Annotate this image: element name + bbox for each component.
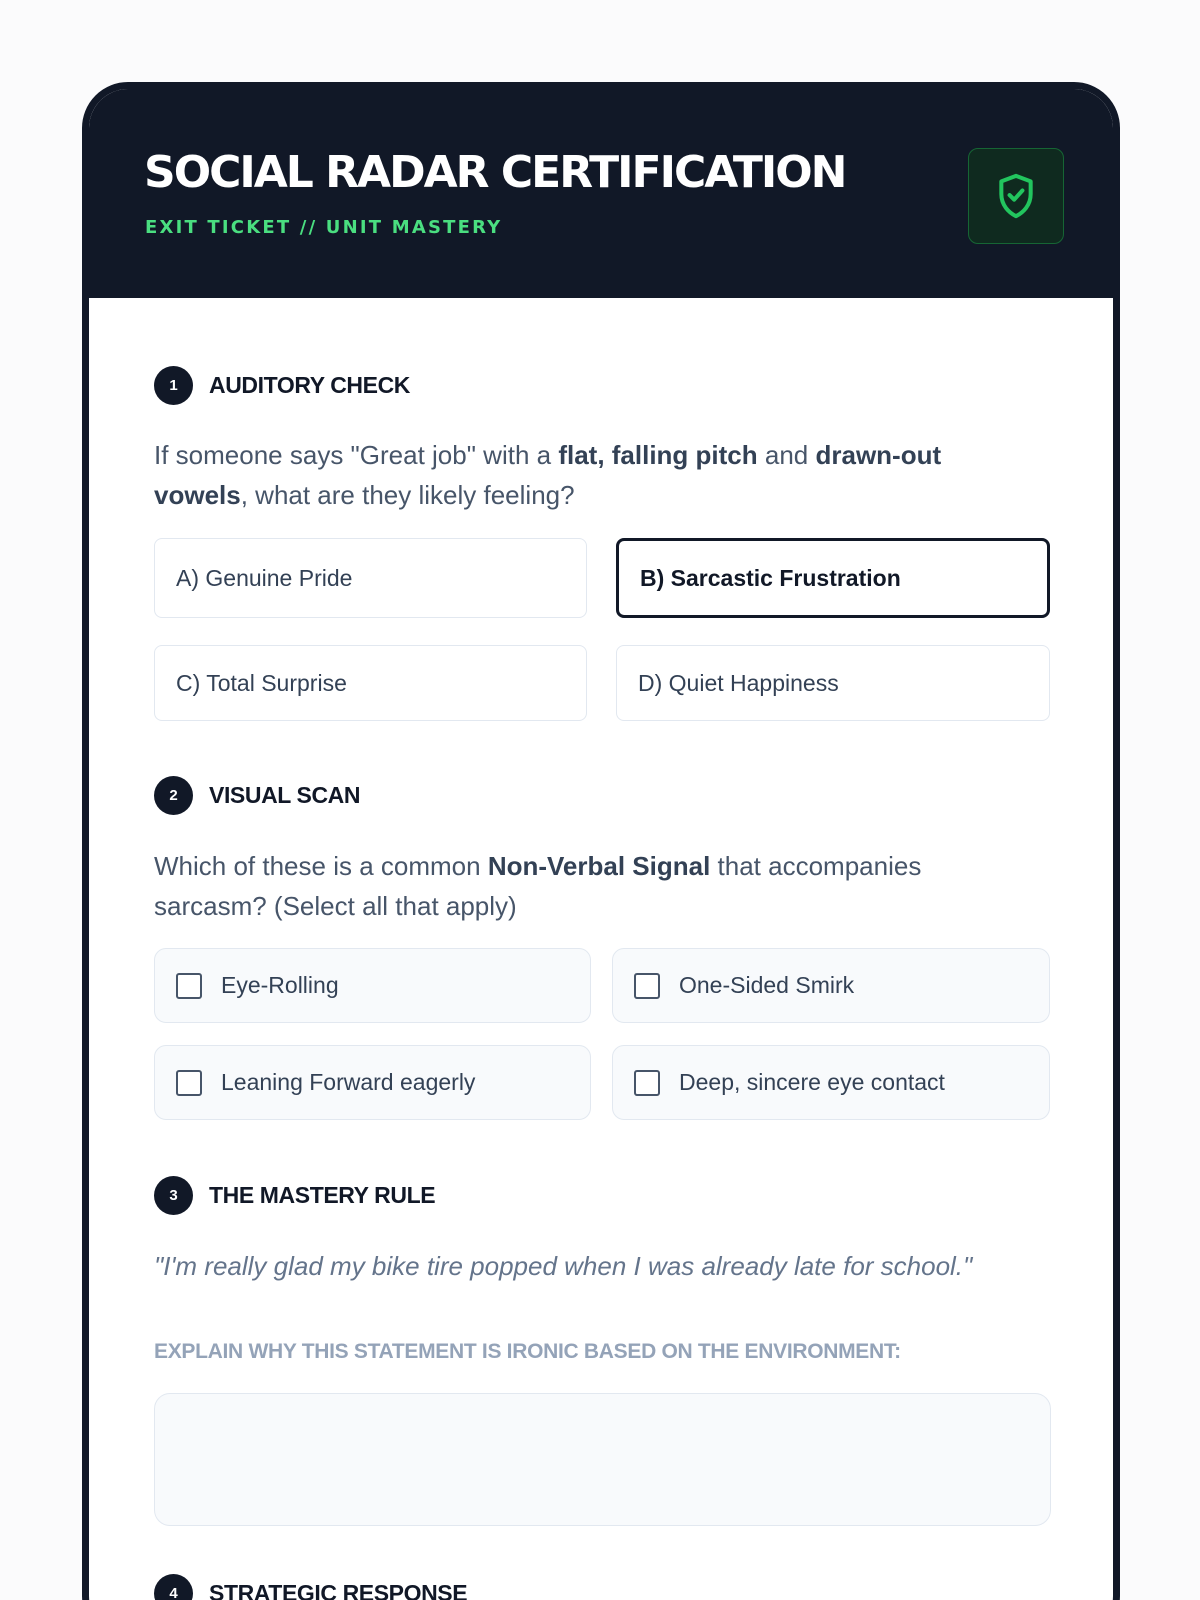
checkbox-label: Deep, sincere eye contact [679, 1069, 945, 1095]
checkbox-one-sided-smirk[interactable] [612, 948, 1050, 1023]
question-title: VISUAL SCAN [209, 782, 361, 808]
question-title: STRATEGIC RESPONSE [209, 1580, 468, 1600]
question-3-header [154, 1176, 435, 1215]
checkbox[interactable] [176, 973, 202, 999]
question-text-part: Which of these is a common [154, 851, 488, 881]
question-text-part: that accompanies sarcasm? (Select all that apply) [154, 851, 922, 921]
question-text-emphasis: Non-Verbal Signal [487, 851, 711, 881]
question-1-text [154, 435, 1034, 515]
question-title: THE MASTERY RULE [209, 1182, 436, 1208]
checkbox[interactable] [634, 1070, 660, 1096]
question-text-emphasis: drawn-out vowels [154, 440, 942, 510]
option-label: B) Sarcastic Frustration [640, 564, 901, 591]
checkbox-label: One-Sided Smirk [679, 972, 855, 998]
question-2-text [154, 846, 1034, 926]
card-header [89, 89, 1113, 298]
exit-ticket-card [82, 82, 1120, 1600]
checkbox-leaning-forward[interactable] [154, 1045, 591, 1120]
option-c[interactable] [154, 645, 587, 721]
question-text-emphasis: flat, falling pitch [558, 440, 758, 470]
page-title: SOCIAL RADAR CERTIFICATION [144, 147, 846, 198]
question-number: 2 [154, 776, 193, 815]
question-1-header [154, 366, 410, 405]
shield-badge [968, 148, 1064, 244]
question-text-part: and [757, 440, 816, 470]
checkbox-label: Leaning Forward eagerly [221, 1069, 476, 1095]
checkbox-eye-contact[interactable] [612, 1045, 1050, 1120]
explanation-textarea[interactable] [154, 1393, 1051, 1526]
response-prompt: EXPLAIN WHY THIS STATEMENT IS IRONIC BASED ON THE ENVIRONMENT: [154, 1340, 901, 1363]
question-number: 3 [154, 1176, 193, 1215]
checkbox[interactable] [176, 1070, 202, 1096]
option-label: A) Genuine Pride [176, 564, 353, 591]
question-number: 1 [154, 366, 193, 405]
question-number: 4 [154, 1574, 193, 1600]
question-4-header [154, 1574, 467, 1600]
option-label: D) Quiet Happiness [638, 669, 839, 696]
question-2-header [154, 776, 360, 815]
question-text-part: If someone says "Great job" with a [154, 440, 559, 470]
shield-check-icon [994, 172, 1038, 220]
checkbox-label: Eye-Rolling [221, 972, 339, 998]
checkbox-eye-rolling[interactable] [154, 948, 591, 1023]
option-a[interactable] [154, 538, 587, 618]
question-text-part: , what are they likely feeling? [240, 480, 575, 510]
quote-statement: "I'm really glad my bike tire popped when I was already late for school." [154, 1251, 973, 1281]
option-b-selected[interactable] [616, 538, 1050, 618]
option-label: C) Total Surprise [176, 669, 347, 696]
page-subtitle: EXIT TICKET // UNIT MASTERY [145, 217, 503, 238]
question-title: AUDITORY CHECK [209, 372, 410, 398]
option-d[interactable] [616, 645, 1050, 721]
checkbox[interactable] [634, 973, 660, 999]
